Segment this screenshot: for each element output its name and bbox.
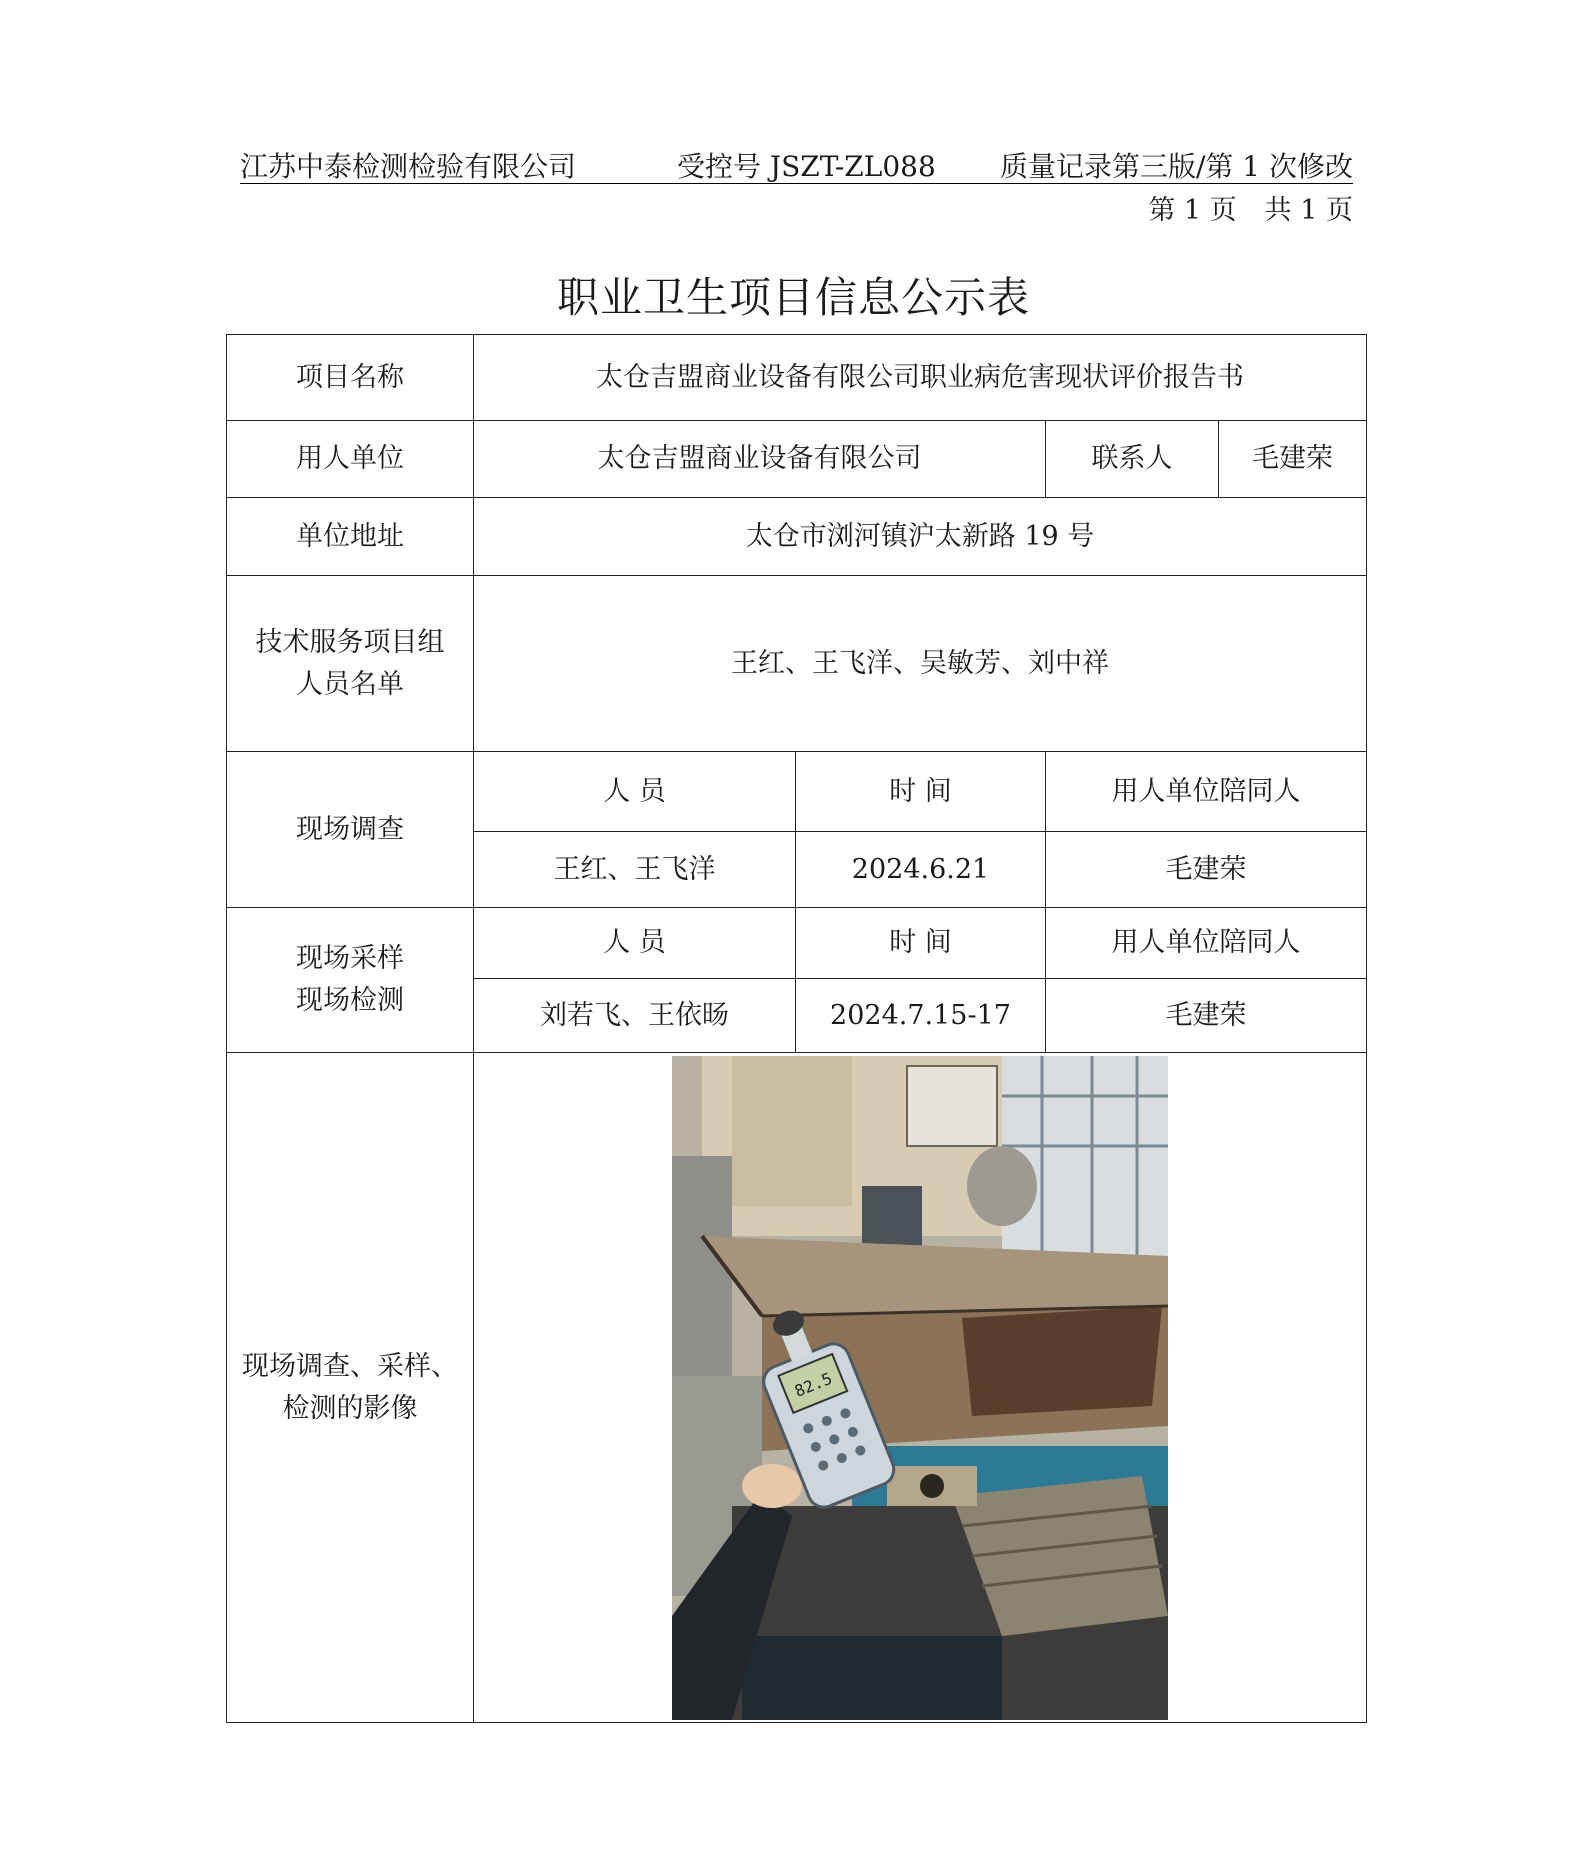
team-label: [227, 576, 474, 752]
sampling-col-time: 时 间: [796, 908, 1046, 979]
survey-col-personnel: 人 员: [474, 752, 796, 832]
header-control-number: 受控号 JSZT-ZL088: [677, 150, 936, 183]
row-employer: [227, 421, 1367, 498]
team-value: 王红、王飞洋、吴敏芳、刘中祥: [474, 576, 1367, 752]
sampling-time: 2024.7.15-17: [796, 979, 1046, 1053]
row-project-name: [227, 335, 1367, 421]
meter-reading: 82.5: [791, 1368, 835, 1401]
survey-escort: 毛建荣: [1046, 832, 1367, 908]
image-label-line2: 检测的影像: [282, 1392, 418, 1424]
sampling-label-line1: 现场采样: [296, 943, 404, 974]
image-label-line1: 现场调查、采样、: [242, 1350, 458, 1382]
sampling-col-escort: 用人单位陪同人: [1046, 908, 1367, 979]
page-header: [240, 143, 1353, 184]
page-current: 第 1 页: [1148, 195, 1237, 226]
sampling-escort: 毛建荣: [1046, 979, 1367, 1053]
survey-time: 2024.6.21: [796, 832, 1046, 908]
site-photo: [672, 1056, 1168, 1720]
contact-label: 联系人: [1046, 421, 1219, 498]
team-label-line1: 技术服务项目组: [255, 626, 445, 658]
row-sampling-header: [227, 908, 1367, 979]
header-record-version: 质量记录第三版/第 1 次修改: [999, 150, 1353, 183]
image-cell: [474, 1053, 1367, 1723]
sampling-personnel: 刘若飞、王依旸: [474, 979, 796, 1053]
survey-col-escort: 用人单位陪同人: [1046, 752, 1367, 832]
row-survey-header: [227, 752, 1367, 832]
team-label-line2: 人员名单: [296, 668, 404, 700]
page-total: 共 1 页: [1264, 195, 1353, 226]
address-value: 太仓市浏河镇沪太新路 19 号: [474, 498, 1367, 576]
survey-personnel: 王红、王飞洋: [474, 832, 796, 908]
header-company: 江苏中泰检测检验有限公司: [240, 150, 577, 183]
row-address: [227, 498, 1367, 576]
document-title: 职业卫生项目信息公示表: [556, 273, 1030, 322]
contact-value: 毛建荣: [1219, 421, 1367, 498]
employer-value: 太仓吉盟商业设备有限公司: [474, 421, 1046, 498]
image-label: [227, 1053, 474, 1723]
row-team: [227, 576, 1367, 752]
employer-label: 用人单位: [227, 421, 474, 498]
project-info-table: [226, 334, 1367, 1723]
sampling-col-personnel: 人 员: [474, 908, 796, 979]
project-name-value: 太仓吉盟商业设备有限公司职业病危害现状评价报告书: [474, 335, 1367, 421]
address-label: 单位地址: [227, 498, 474, 576]
sampling-label: [227, 908, 474, 1053]
row-image: [227, 1053, 1367, 1723]
survey-label: 现场调查: [227, 752, 474, 908]
sampling-label-line2: 现场检测: [296, 985, 404, 1016]
survey-col-time: 时 间: [796, 752, 1046, 832]
page-number: [1120, 188, 1353, 227]
project-name-label: 项目名称: [227, 335, 474, 421]
